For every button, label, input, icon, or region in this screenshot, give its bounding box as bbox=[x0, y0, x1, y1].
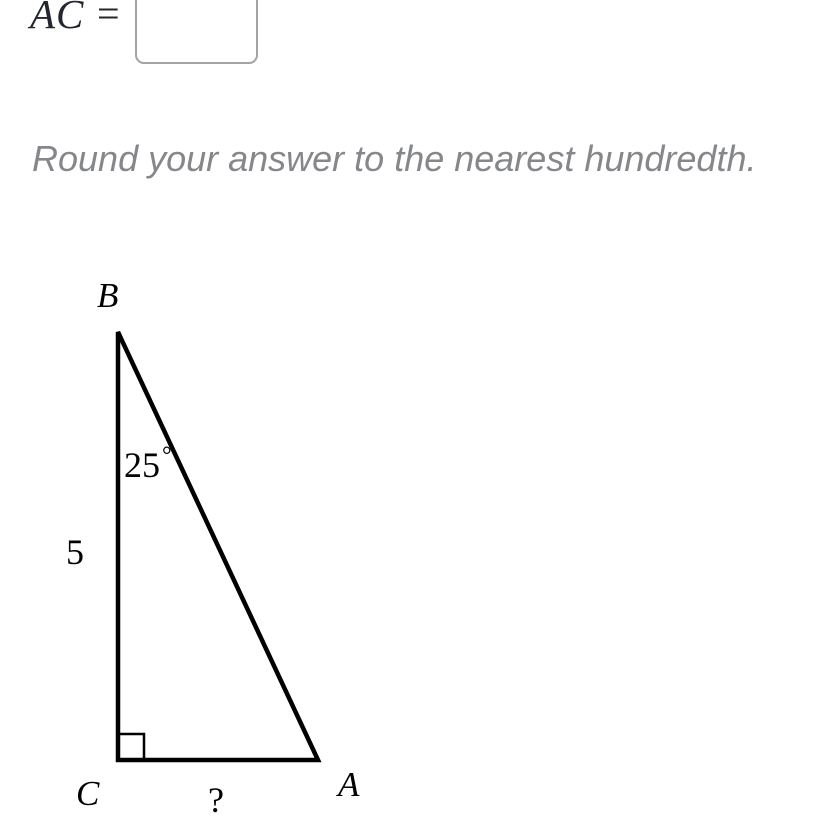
angle-b-value: 25 bbox=[124, 445, 160, 485]
degree-symbol: ° bbox=[162, 443, 172, 469]
vertex-a-label: A bbox=[338, 765, 360, 804]
equals-sign: = bbox=[97, 0, 120, 36]
instruction-text: Round your answer to the nearest hundredth. bbox=[32, 138, 757, 179]
right-angle-marker bbox=[118, 734, 144, 760]
side-ca-unknown-label: ? bbox=[208, 780, 224, 820]
answer-variable-label: AC bbox=[30, 0, 85, 37]
angle-b-label bbox=[124, 443, 172, 485]
side-bc-length-label: 5 bbox=[66, 532, 84, 572]
vertex-b-label: B bbox=[97, 276, 119, 315]
vertex-c-label: C bbox=[76, 774, 100, 813]
triangle-outline bbox=[118, 332, 318, 760]
